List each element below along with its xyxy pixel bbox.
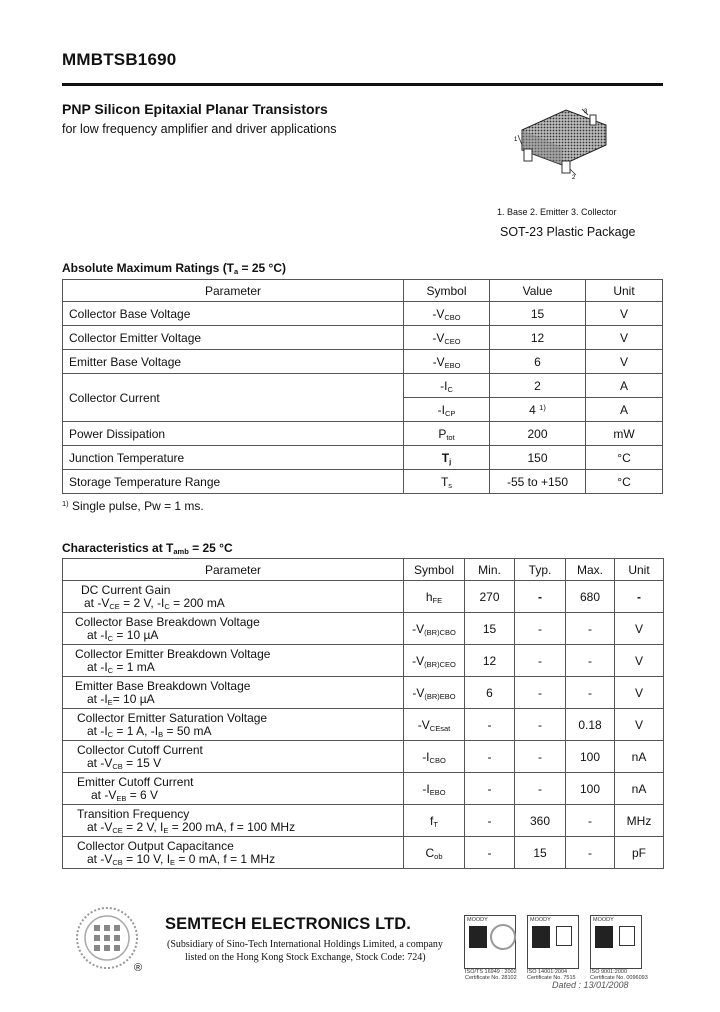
- table-row: [63, 326, 663, 350]
- table-cell: nA: [615, 773, 664, 805]
- table-cell: 12: [490, 326, 586, 350]
- table-cell: A: [586, 374, 663, 398]
- table-cell: V: [586, 302, 663, 326]
- table-cell: -: [566, 805, 615, 837]
- table-row: [63, 613, 664, 645]
- abs-max-table: [62, 279, 663, 494]
- table-header-cell: Unit: [615, 559, 664, 581]
- table-cell: $-V_{(BR)CEO}$: [404, 645, 465, 677]
- table-cell: Collector Base Voltage: [63, 302, 404, 326]
- table-cell: Storage Temperature Range: [63, 470, 404, 494]
- table-cell: 100: [566, 773, 615, 805]
- table-cell: $P_{tot}$: [404, 422, 490, 446]
- table-row: [63, 805, 664, 837]
- header-rule: [62, 83, 663, 86]
- company-name: SEMTECH ELECTRONICS LTD.: [165, 915, 411, 933]
- semtech-logo-icon: [74, 905, 140, 971]
- cert-logo-icon: MOODY: [590, 915, 642, 969]
- table-cell: $-I_{CP}$: [404, 398, 490, 422]
- table-cell: Transition Frequency at $-V_{CE} = 2$ V, $I_E = 200$ mA, f = 100 MHz: [63, 805, 404, 837]
- table-cell: -: [465, 773, 515, 805]
- table-row: [63, 581, 664, 613]
- sot23-package-image: [510, 105, 620, 180]
- table-header-cell: Parameter: [63, 559, 404, 581]
- table-cell: 15: [490, 302, 586, 326]
- table-cell: Emitter Base Voltage: [63, 350, 404, 374]
- package-name: SOT-23 Plastic Package: [500, 225, 636, 239]
- table-cell: V: [615, 677, 664, 709]
- table-cell: V: [615, 709, 664, 741]
- table-cell: 0.18: [566, 709, 615, 741]
- pin-3-label: 3: [584, 109, 588, 115]
- abs-max-heading: Absolute Maximum Ratings ($T_a = 25$ °C): [62, 261, 287, 276]
- table-cell: Collector Emitter Voltage: [63, 326, 404, 350]
- table-cell: -: [515, 741, 566, 773]
- table-cell: Emitter Cutoff Current at $-V_{EB} = 6$ V: [63, 773, 404, 805]
- table-cell: $-V_{EBO}$: [404, 350, 490, 374]
- table-cell: Power Dissipation: [63, 422, 404, 446]
- table-cell: 6: [465, 677, 515, 709]
- table-row: [63, 677, 664, 709]
- table-header-cell: Symbol: [404, 559, 465, 581]
- table-header-row: [63, 559, 664, 581]
- header-symbol: Symbol: [404, 280, 490, 302]
- table-cell: 15: [465, 613, 515, 645]
- table-header-cell: Typ.: [515, 559, 566, 581]
- table-cell: 270: [465, 581, 515, 613]
- company-listing-line: listed on the Hong Kong Stock Exchange, Stock Code: 724): [185, 952, 426, 963]
- header-unit: Unit: [586, 280, 663, 302]
- cert-3-label: ISO 9001:2000 Certificate No. 0096093: [590, 969, 648, 981]
- table-cell: Collector Base Breakdown Voltage at $-I_C = 10$ µA: [63, 613, 404, 645]
- table-cell: pF: [615, 837, 664, 869]
- registered-mark: ®: [134, 962, 143, 974]
- table-cell: $-V_{(BR)EBO}$: [404, 677, 465, 709]
- table-cell: -: [515, 613, 566, 645]
- table-row: [63, 374, 663, 398]
- table-cell: -: [566, 613, 615, 645]
- pin-1-label: 1: [514, 137, 518, 143]
- table-cell: -: [515, 773, 566, 805]
- table-cell: V: [586, 326, 663, 350]
- table-cell: -: [465, 805, 515, 837]
- header-value: Value: [490, 280, 586, 302]
- table-cell: Collector Emitter Breakdown Voltage at $-I_C = 1$ mA: [63, 645, 404, 677]
- table-cell: 100: [566, 741, 615, 773]
- header-parameter: Parameter: [63, 280, 404, 302]
- table-cell: -: [566, 677, 615, 709]
- table-cell: mW: [586, 422, 663, 446]
- table-cell: -: [566, 837, 615, 869]
- cert-logo-icon: MOODY: [464, 915, 516, 969]
- table-cell: $-V_{CEsat}$: [404, 709, 465, 741]
- table-cell: Collector Cutoff Current at $-V_{CB} = 15$ V: [63, 741, 404, 773]
- table-cell: Collector Emitter Saturation Voltage at $-I_C = 1$ A, $-I_B = 50$ mA: [63, 709, 404, 741]
- table-row: [63, 446, 663, 470]
- table-cell: 6: [490, 350, 586, 374]
- table-cell: $C_{ob}$: [404, 837, 465, 869]
- table-cell: -: [465, 741, 515, 773]
- characteristics-table: [62, 558, 664, 869]
- characteristics-heading: Characteristics at $T_{amb} = 25$ °C: [62, 541, 233, 556]
- table-cell: 360: [515, 805, 566, 837]
- table-header-cell: Min.: [465, 559, 515, 581]
- table-row: [63, 422, 663, 446]
- table-row: [63, 741, 664, 773]
- table-cell: V: [586, 350, 663, 374]
- table-cell: Junction Temperature: [63, 446, 404, 470]
- table-cell: $h_{FE}$: [404, 581, 465, 613]
- table-cell: -: [465, 837, 515, 869]
- table-cell: MHz: [615, 805, 664, 837]
- table-cell: -55 to +150: [490, 470, 586, 494]
- pin-2-label: 2: [572, 175, 576, 180]
- table-cell: -: [515, 677, 566, 709]
- table-cell: $-I_{EBO}$: [404, 773, 465, 805]
- cert-2-label: ISO 14001:2004 Certificate No. 7515: [527, 969, 576, 981]
- device-title: PNP Silicon Epitaxial Planar Transistors: [62, 101, 328, 117]
- table-cell: $-I_{CBO}$: [404, 741, 465, 773]
- table-cell: 15: [515, 837, 566, 869]
- table-cell: nA: [615, 741, 664, 773]
- dated-text: Dated : 13/01/2008: [552, 980, 629, 990]
- table-cell: V: [615, 613, 664, 645]
- table-cell: Collector Current: [63, 374, 404, 422]
- table-cell: -: [465, 709, 515, 741]
- table-cell: $-I_C$: [404, 374, 490, 398]
- table-cell: $-V_{CEO}$: [404, 326, 490, 350]
- table-cell: 2: [490, 374, 586, 398]
- table-cell: Collector Output Capacitance at $-V_{CB} = 10$ V, $I_E = 0$ mA, f = 1 MHz: [63, 837, 404, 869]
- table-cell: Emitter Base Breakdown Voltage at $-I_E= 10$ µA: [63, 677, 404, 709]
- table-cell: A: [586, 398, 663, 422]
- table-cell: $-V_{CBO}$: [404, 302, 490, 326]
- table-cell: DC Current Gain at $-V_{CE} = 2$ V, $-I_C = 200$ mA: [63, 581, 404, 613]
- table-cell: -: [515, 645, 566, 677]
- table-row: [63, 645, 664, 677]
- table-row: [63, 709, 664, 741]
- table-cell: $T_s$: [404, 470, 490, 494]
- table-row: [63, 302, 663, 326]
- table-cell: -: [615, 581, 664, 613]
- table-row: [63, 470, 663, 494]
- table-cell: 150: [490, 446, 586, 470]
- table-row: [63, 837, 664, 869]
- table-cell: -: [566, 645, 615, 677]
- table-header-row: [63, 280, 663, 302]
- cert-logo-icon: MOODY: [527, 915, 579, 969]
- table-header-cell: Max.: [566, 559, 615, 581]
- table-cell: -: [515, 581, 566, 613]
- table-cell: 12: [465, 645, 515, 677]
- table-cell: °C: [586, 470, 663, 494]
- table-cell: 4 $^{1)}$: [490, 398, 586, 422]
- table-cell: 680: [566, 581, 615, 613]
- table-cell: $-V_{(BR)CBO}$: [404, 613, 465, 645]
- footnote: $^{1)}$ Single pulse, Pw = 1 ms.: [62, 499, 204, 513]
- table-cell: V: [615, 645, 664, 677]
- part-number: MMBTSB1690: [62, 50, 177, 69]
- table-cell: $f_T$: [404, 805, 465, 837]
- table-cell: $T_j$: [404, 446, 490, 470]
- table-cell: °C: [586, 446, 663, 470]
- table-cell: -: [515, 709, 566, 741]
- device-subtitle: for low frequency amplifier and driver applications: [62, 122, 337, 136]
- company-subsidiary-line: (Subsidiary of Sino-Tech International Holdings Limited, a company: [167, 939, 443, 950]
- table-row: [63, 773, 664, 805]
- pinout-legend: 1. Base 2. Emitter 3. Collector: [497, 207, 617, 217]
- cert-1-label: ISO/TS 16949 : 2002 Certificate No. 28102: [465, 969, 517, 981]
- table-row: [63, 350, 663, 374]
- table-cell: 200: [490, 422, 586, 446]
